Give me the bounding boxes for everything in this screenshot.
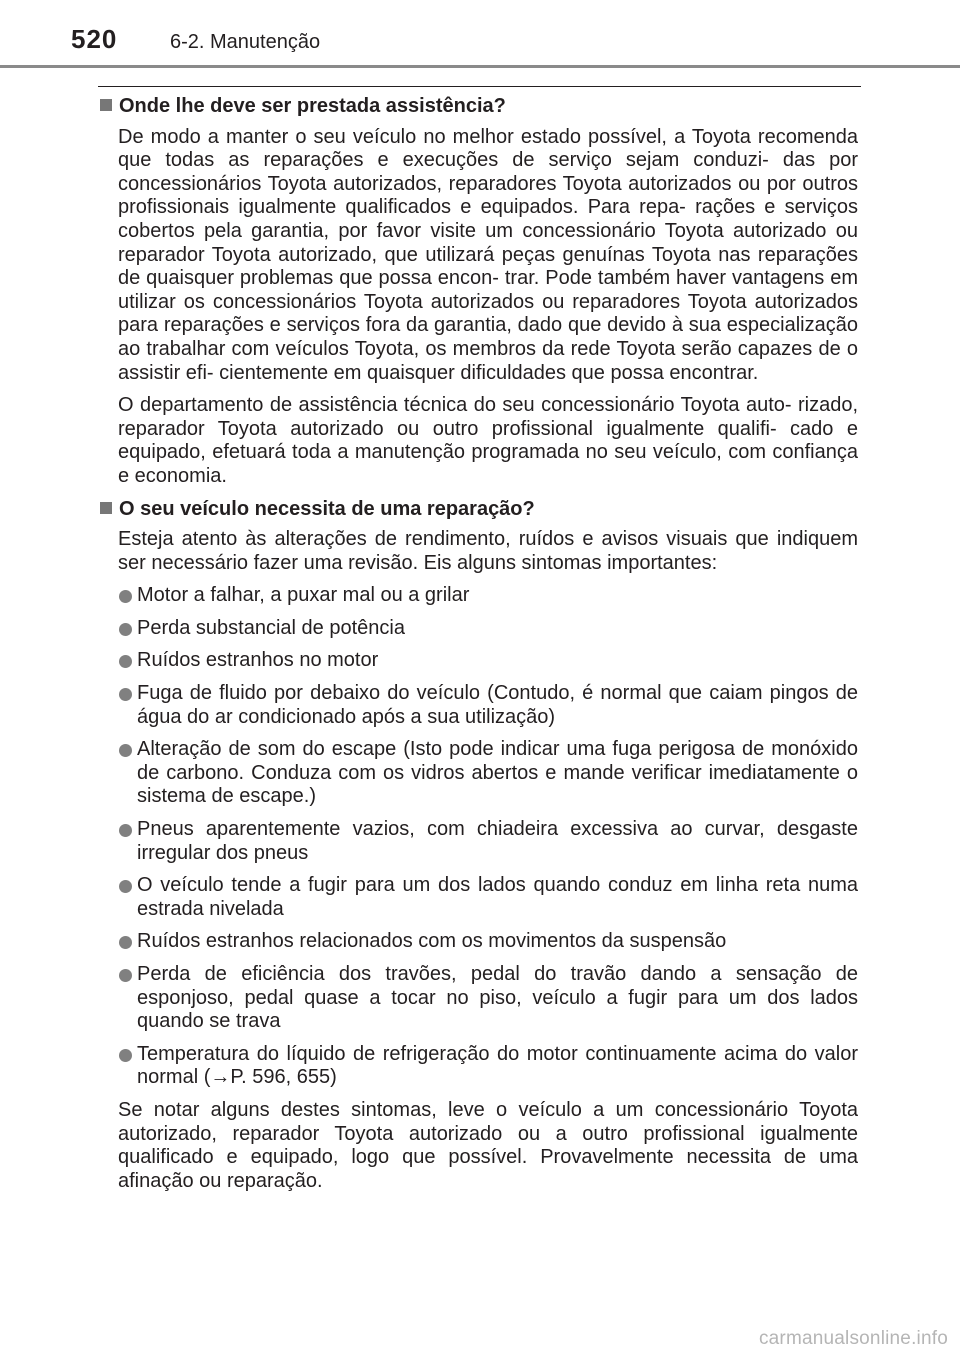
- list-item-text: Perda de eficiência dos travões, pedal do travão dando a sensação de esponjoso, pedal quase a tocar no piso, veículo a fugir para um dos lados quando se trava: [137, 963, 858, 1033]
- list-item: [98, 617, 858, 641]
- paragraph-intro: Esteja atento às alterações de rendimento, ruídos e avisos visuais que indiquem ser necessário fazer uma revisão. Eis alguns sintomas importantes:: [118, 528, 858, 574]
- section-heading-assistance: [98, 95, 858, 119]
- circle-bullet-icon: [119, 1049, 132, 1062]
- circle-bullet-icon: [119, 688, 132, 701]
- list-item: [98, 963, 858, 1034]
- paragraph-closing: Se notar alguns destes sintomas, leve o veículo a um concessionário Toyota autorizado, reparador Toyota autorizado ou a outro profissional igualmente qualificado e equipado, logo que possível. Provavelmente necessita de uma afinação ou reparação.: [118, 1098, 858, 1192]
- list-item: [98, 930, 858, 954]
- circle-bullet-icon: [119, 655, 132, 668]
- list-item: [98, 649, 858, 673]
- circle-bullet-icon: [119, 590, 132, 603]
- circle-bullet-icon: [119, 880, 132, 893]
- list-item-text: O veículo tende a fugir para um dos lados quando conduz em linha reta numa estrada nivelada: [137, 874, 858, 920]
- circle-bullet-icon: [119, 744, 132, 757]
- page-number: 520: [71, 24, 118, 54]
- circle-bullet-icon: [119, 969, 132, 982]
- circle-bullet-icon: [119, 936, 132, 949]
- circle-bullet-icon: [119, 824, 132, 837]
- list-item: [98, 818, 858, 865]
- list-item: [98, 874, 858, 921]
- heading-text: Onde lhe deve ser prestada assistência?: [119, 95, 506, 117]
- list-item-text: Alteração de som do escape (Isto pode indicar uma fuga perigosa de monóxido de carbono. Conduza com os vidros abertos e mande verificar imediatamente o sistema de escape.): [137, 738, 858, 808]
- list-item-text: Perda substancial de potência: [137, 616, 405, 639]
- square-bullet-icon: [100, 99, 112, 111]
- list-item: [98, 584, 858, 608]
- list-item-text: Pneus aparentemente vazios, com chiadeira excessiva ao curvar, desgaste irregular dos pneus: [137, 818, 858, 864]
- section-heading-repair: [98, 498, 858, 522]
- list-item: [98, 738, 858, 809]
- list-item-text: Motor a falhar, a puxar mal ou a grilar: [137, 584, 470, 607]
- paragraph: De modo a manter o seu veículo no melhor estado possível, a Toyota recomenda que todas as reparações e execuções de serviço sejam conduzi- das por concessionários Toyota autorizados, reparadores Toyota autorizados ou por outros profissionais igualmente qualificados e equipados. Para repa- rações e serviços cobertos pela garantia, por favor visite um concessionário Toyota autorizado ou reparador Toyota autorizado, que utilizará peças genuínas Toyota nas reparações de quaisquer problemas que possa encon- trar. Pode também haver vantagens em utilizar os concessionários Toyota autorizados ou reparadores Toyota autorizados para reparações e serviços fora da garantia, dado que devido à sua especialização ao trabalhar com veículos Toyota, os membros da rede Toyota serão capazes de o assistir efi- cientemente em quaisquer dificuldades que possa encontrar.: [118, 125, 858, 384]
- list-item: [98, 682, 858, 729]
- heading-text: O seu veículo necessita de uma reparação?: [119, 497, 535, 520]
- header-rule: [0, 65, 960, 68]
- list-item-text: Ruídos estranhos no motor: [137, 649, 379, 672]
- circle-bullet-icon: [119, 623, 132, 636]
- page-header: [0, 0, 960, 70]
- section-title: 6-2. Manutenção: [170, 31, 321, 53]
- content-top-rule: [98, 86, 861, 87]
- list-item-text: Ruídos estranhos relacionados com os movimentos da suspensão: [137, 930, 727, 953]
- list-item-text: Temperatura do líquido de refrigeração do motor continuamente acima do valor normal (→P. 596, 655): [137, 1042, 858, 1089]
- list-item-text: Fuga de fluido por debaixo do veículo (Contudo, é normal que caiam pingos de água do ar condicionado após a sua utilização): [137, 682, 858, 728]
- list-item: [98, 1043, 858, 1090]
- main-content: [98, 95, 858, 1202]
- paragraph: O departamento de assistência técnica do seu concessionário Toyota auto- rizado, reparador Toyota autorizado ou outro profissional igualmente qualifi- cado e equipado, efetuará toda a manutenção programada no seu veículo, com confiança e economia.: [118, 394, 858, 487]
- square-bullet-icon: [100, 502, 112, 514]
- watermark: carmanualsonline.info: [758, 1328, 948, 1349]
- symptom-list: [98, 584, 858, 1090]
